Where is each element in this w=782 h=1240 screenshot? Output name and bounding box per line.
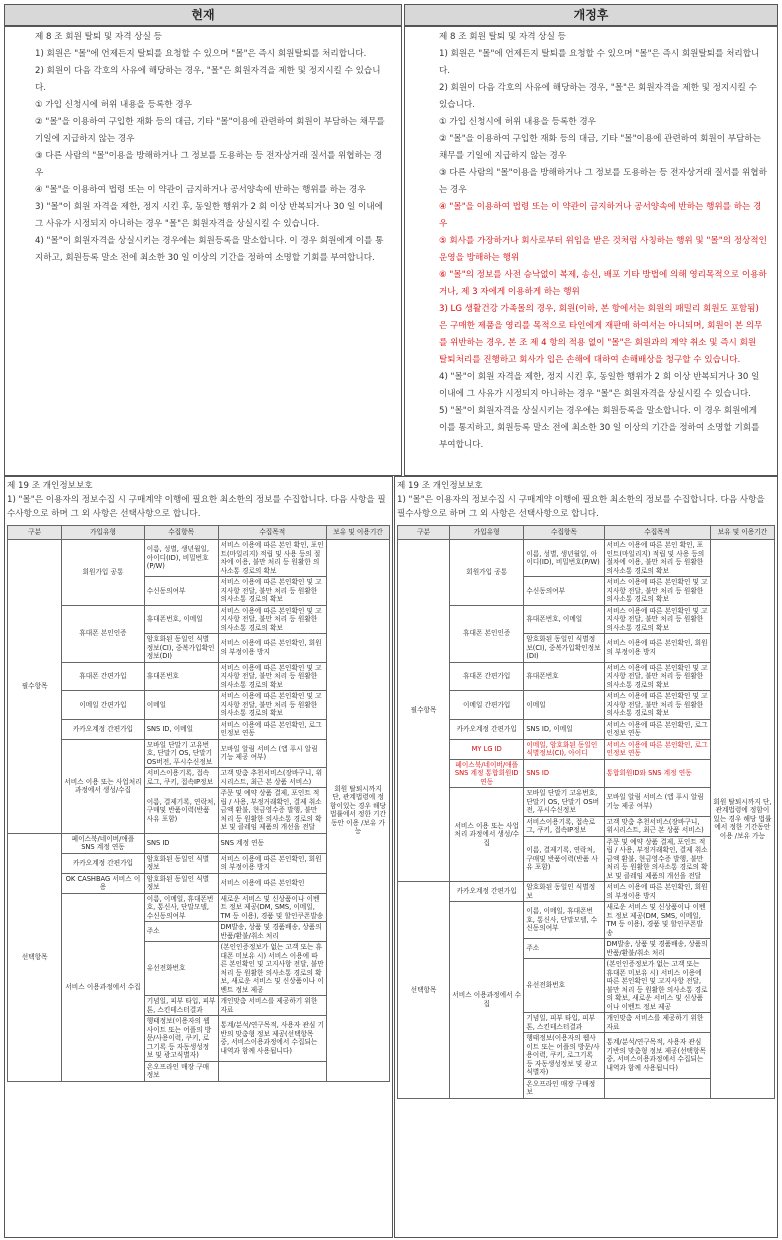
- category-cell: 선택항목: [8, 833, 62, 1081]
- collected-items-cell: 주소: [144, 922, 218, 942]
- before-clause: 3) "몰"이 회원 자격을 제한, 정지 시킨 후, 동일한 행위가 2 회 이상 반복되거나 30 일 이내에 그 사유가 시정되지 아니하는 경우 "몰"은 회원자격을 상실시킬 수 있습니다.: [35, 202, 383, 229]
- join-type-cell: 이메일 간편가입: [450, 691, 524, 720]
- category-cell: 선택항목: [398, 882, 450, 1099]
- article19-title-after: 제 19 조 개인정보보호: [397, 481, 483, 491]
- join-type-cell: 휴대폰 간편가입: [62, 662, 144, 691]
- article19-intro-after: 1) "몰"은 이용자의 정보수집 시 구매계약 이행에 필요한 최소한의 정보를 수집합니다. 다음 사항을 필수사항으로 하며 그 외 사항은 선택사항으로 합니다.: [397, 495, 765, 519]
- join-type-cell: 카카오계정 간편가입: [450, 719, 524, 739]
- collected-items-cell: 이메일: [524, 691, 604, 720]
- before-article8-box: [4, 26, 402, 476]
- join-type-cell: 회원가입 공통: [62, 540, 144, 606]
- purpose-cell: 고객 맞춤 추천서비스(장바구니, 위시리스트, 최근 본 상품 서비스): [604, 816, 710, 836]
- after-clause-revised: 3) LG 생활건강 가족몰의 경우, 회원(이하, 본 항에서는 회원의 패밀리 회원도 포함됨)은 구매한 제품을 영리를 목적으로 타인에게 재판매 하여서는 아니되며, 회원이 본 의무를 위반하는 경우, 본 조 제 4 항의 적용 없이 "몰"은 회원과의 계약 취소 및 즉시 회원 탈퇴처리를 진행하고 회사가 입은 손해에 대하여 손해배상을 청구할 수 있습니다.: [439, 304, 763, 365]
- purpose-cell: 서비스 이용에 따른 본인확인, 회원의 부정이용 방지: [604, 882, 710, 902]
- purpose-cell: 고객 맞춤 추천서비스(장바구니, 위시리스트, 최근 본 상품 서비스): [218, 768, 327, 788]
- collected-items-cell: 이메일: [144, 691, 218, 720]
- purpose-cell: 서비스 이용에 따른 본인확인 및 고지사항 전달, 불만 처리 등 원활한 의사소통 경로의 확보: [604, 605, 710, 634]
- collected-items-cell: 이름, 이메일, 휴대폰번호, 통신사, 단말모델, 수신동의여부: [524, 902, 604, 939]
- purpose-cell: 개인맞춤 서비스를 제공하기 위한 자료: [218, 996, 327, 1016]
- join-type-cell: 휴대폰 간편가입: [450, 662, 524, 691]
- column-header-after: 개정후: [404, 4, 778, 26]
- before-clause: ③ 다른 사람의 "몰"이용을 방해하거나 그 정보를 도용하는 등 전자상거래 질서를 위협하는 경우: [35, 151, 383, 178]
- after-clause: 제 8 조 회원 탈퇴 및 자격 상실 등: [439, 32, 566, 42]
- collected-items-cell: 온오프라인 매장 구매정보: [524, 1078, 604, 1098]
- collected-items-cell: SNS ID: [144, 833, 218, 853]
- retention-cell: 회원 탈퇴시까지 단, 관계법령에 정함이있는 경우 해당 법률에서 정한 기간동안 이용 /보유 가능: [327, 540, 390, 1082]
- purpose-cell: 서비스 이용에 따른 본인확인 및 고지사항 전달, 불만 처리 등 원활한 의사소통 경로의 확보: [218, 577, 327, 606]
- category-cell: 필수항목: [398, 540, 450, 882]
- column-header-before: 현재: [4, 4, 402, 26]
- purpose-cell: 서비스 이용에 따른 본인확인 및 고지사항 전달, 불만 처리 등 원활한 의사소통 경로의 확보: [218, 605, 327, 634]
- table-header-cell: 보유 및 이용기간: [327, 526, 390, 540]
- purpose-cell: 서비스 이용에 따른 본인확인, 로그인정보 연동: [604, 739, 710, 759]
- purpose-cell: 서비스 이용에 따른 본인확인 및 고지사항 전달, 불만 처리 등 원활한 의사소통 경로의 확보: [604, 691, 710, 720]
- table-header-cell: 가입유형: [62, 526, 144, 540]
- join-type-cell: 페이스북/네이버/애플 SNS 계정 연동: [62, 833, 144, 853]
- after-clause: ① 가입 신청시에 허위 내용을 등록한 경우: [439, 117, 596, 127]
- purpose-cell: DM발송, 상품 및 경품배송, 상품의 반품/환불/취소 처리: [604, 939, 710, 959]
- collected-items-cell: 이름, 결제기록, 연락처, 구매및 반품이력(반품 사유 포함): [144, 788, 218, 834]
- table-header-cell: 수집항목: [524, 526, 604, 540]
- purpose-cell: 서비스 이용에 따른 본인확인, 회원의 부정이용 방지: [218, 853, 327, 873]
- purpose-cell: 서비스 이용에 따른 본인 확인, 포인트(마일리지) 적립 및 사용 등의 절차에 이용, 불만 처리 등 원활한 의사소통 경로의 확보: [218, 540, 327, 577]
- collected-items-cell: 모바일 단말기 고유번호, 단말기 OS, 단말기 OS버전, 푸시수신정보: [524, 788, 604, 817]
- after-clause-revised: ⑤ 회사를 가장하거나 회사로부터 위임을 받은 것처럼 사칭하는 행위 및 "몰"의 정상적인 운영을 방해하는 행위: [439, 236, 767, 263]
- join-type-cell: 서비스 이용 또는 사업처리 과정에서 생성/수집: [450, 788, 524, 882]
- collected-items-cell: 휴대폰번호, 이메일: [144, 605, 218, 634]
- collected-items-cell: 이름, 결제기록, 연락처, 구매및 반품이력(반품 사유 포함): [524, 836, 604, 882]
- article19-intro: 1) "몰"은 이용자의 정보수집 시 구매계약 이행에 필요한 최소한의 정보를 수집합니다. 다음 사항을 필수사항으로 하며 그 외 사항은 선택사항으로 합니다.: [7, 495, 386, 519]
- join-type-cell: 서비스 이용과정에서 수집: [450, 902, 524, 1099]
- collected-items-cell: 수신동의여부: [144, 577, 218, 606]
- collected-items-cell: SNS ID, 이메일: [524, 719, 604, 739]
- collected-items-cell: 휴대폰번호: [144, 662, 218, 691]
- purpose-cell: 서비스 이용에 따른 본인 확인, 포인트(마일리지) 적립 및 사용 등의 절차에 이용, 불만 처리 등 원활한 의사소통 경로의 확보: [604, 540, 710, 577]
- collected-items-cell: SNS ID, 이메일: [144, 719, 218, 739]
- table-header-cell: 수집목적: [604, 526, 710, 540]
- before-article8-text: [35, 29, 387, 267]
- table-header-cell: 구분: [8, 526, 62, 540]
- collected-items-cell: 서비스이용기록, 접속로그, 쿠키, 접속IP정보: [524, 816, 604, 836]
- purpose-cell: 서비스 이용에 따른 본인확인: [218, 873, 327, 893]
- table-header-cell: 구분: [398, 526, 450, 540]
- join-type-cell: 페이스북/네이버/애플 SNS 계정 통합회원ID 연동: [450, 759, 524, 788]
- purpose-cell: (본인인증정보가 없는 고객 또는 휴대폰 미보유 시) 서비스 이용에 따른 본인확인 및 고지사항 전달, 불만 처리 등 원활한 의사소통 경로의 확보, 새로운 서비스 및 신상품이나 이벤트 정보 제공: [218, 942, 327, 996]
- table-header-cell: 가입유형: [450, 526, 524, 540]
- purpose-cell: 모바일 알림 서비스 (앱 푸시 알림 기능 제공 여부): [218, 739, 327, 768]
- purpose-cell: 통계/분석/연구목적, 사용자 관심 기반의 맞춤형 정보 제공(선택항목 중, 서비스이용과정에서 수집되는 내역과 함께 사용됩니다): [218, 1016, 327, 1062]
- before-clause: ② "몰"을 이용하여 구입한 재화 등의 대금, 기타 "몰"이용에 관련하여 회원이 부담하는 채무를 기일에 지급하지 않는 경우: [35, 117, 385, 144]
- after-clause: 5) "몰"이 회원자격을 상실시키는 경우에는 회원등록을 말소합니다. 이 경우 회원에게 이를 통지하고, 회원등록 말소 전에 최소한 30 일 이상의 기간을 정하여 소명할 기회를 부여합니다.: [439, 406, 760, 450]
- after-article19-box: [394, 476, 778, 1238]
- collected-items-cell: 이름, 성별, 생년월일, 아이디(ID), 비밀번호(P/W): [524, 540, 604, 577]
- purpose-cell: 주문 및 예약 상품 결제, 포인트 적립 / 사용, 부정거래확인, 결제 취소 금액 환불, 현금영수증 발행, 불만 처리 등 원활한 의사소통 경로의 확보 및 클레임 제품의 개선을 전달: [604, 836, 710, 882]
- purpose-cell: DM발송, 상품 및 경품배송, 상품의 반품/환불/취소 처리: [218, 922, 327, 942]
- purpose-cell: SNS 계정 연동: [218, 833, 327, 853]
- join-type-cell: 카카오계정 간편가입: [450, 882, 524, 902]
- purpose-cell: 서비스 이용에 따른 본인확인, 회원의 부정이용 방지: [218, 634, 327, 663]
- purpose-cell: 서비스 이용에 따른 본인확인 및 고지사항 전달, 불만 처리 등 원활한 의사소통 경로의 확보: [218, 691, 327, 720]
- collected-items-cell: 휴대폰번호, 이메일: [524, 605, 604, 634]
- after-article8-text: [439, 29, 767, 454]
- join-type-cell: 휴대폰 본인인증: [450, 605, 524, 662]
- collected-items-cell: 수신동의여부: [524, 577, 604, 606]
- before-privacy-table: [7, 525, 390, 1082]
- collected-items-cell: 기념일, 피부 타입, 피부톤, 스킨테스터결과: [524, 1013, 604, 1033]
- before-article19-box: [4, 476, 393, 1238]
- collected-items-cell: SNS ID: [524, 759, 604, 788]
- collected-items-cell: 모바일 단말기 고유번호, 단말기 OS, 단말기 OS버전, 푸시수신정보: [144, 739, 218, 768]
- after-clause: 4) "몰"이 회원 자격을 제한, 정지 시킨 후, 동일한 행위가 2 회 이상 반복되거나 30 일 이내에 그 사유가 시정되지 아니하는 경우 "몰"은 회원자격을 상실시킬 수 있습니다.: [439, 372, 760, 399]
- purpose-cell: 서비스 이용에 따른 본인확인, 회원의 부정이용 방지: [604, 634, 710, 663]
- purpose-cell: 서비스 이용에 따른 본인확인 및 고지사항 전달, 불만 처리 등 원활한 의사소통 경로의 확보: [218, 662, 327, 691]
- collected-items-cell: 암호화된 동일인 식별정보: [144, 853, 218, 873]
- collected-items-cell: 유선전화번호: [524, 959, 604, 1013]
- collected-items-cell: 행태정보(이용자의 웹사이트 또는 어플의 방문/사용이력, 쿠키, 로그기록 등 자동생성정보 및 광고식별자): [144, 1016, 218, 1062]
- collected-items-cell: 주소: [524, 939, 604, 959]
- after-clause-revised: ④ "몰"을 이용하여 법령 또는 이 약관이 금지하거나 공서양속에 반하는 행위를 하는 경우: [439, 202, 762, 229]
- collected-items-cell: 암호화된 동일인 식별정보: [524, 882, 604, 902]
- table-header-cell: 수집목적: [218, 526, 327, 540]
- join-type-cell: 휴대폰 본인인증: [62, 605, 144, 662]
- before-clause: ④ "몰"을 이용하여 법령 또는 이 약관이 금지하거나 공서양속에 반하는 행위를 하는 경우: [35, 185, 366, 195]
- collected-items-cell: 유선전화번호: [144, 942, 218, 996]
- collected-items-cell: 온오프라인 매장 구매정보: [144, 1061, 218, 1081]
- purpose-cell: 서비스 이용에 따른 본인확인, 로그인정보 연동: [604, 719, 710, 739]
- purpose-cell: 모바일 알림 서비스 (앱 푸시 알림 기능 제공 여부): [604, 788, 710, 817]
- before-clause: 4) "몰"이 회원자격을 상실시키는 경우에는 회원등록을 말소합니다. 이 경우 회원에게 이를 통지하고, 회원등록 말소 전에 최소한 30 일 이상의 기간을 정하여 소명할 기회를 부여합니다.: [35, 236, 384, 263]
- purpose-cell: 통계/분석/연구목적, 사용자 관심 기반의 맞춤형 정보 제공(선택항목 중, 서비스이용과정에서 수집되는 내역과 함께 사용됩니다): [604, 1033, 710, 1079]
- purpose-cell: 주문 및 예약 상품 결제, 포인트 적립 / 사용, 부정거래확인, 결제 취소 금액 환불, 현금영수증 발행, 불만 처리 등 원활한 의사소통 경로의 확보 및 클레임 제품의 개선을 전달: [218, 788, 327, 834]
- collected-items-cell: 휴대폰번호: [524, 662, 604, 691]
- before-clause: ① 가입 신청시에 허위 내용을 등록한 경우: [35, 100, 192, 110]
- purpose-cell: 새로운 서비스 및 신상품이나 이벤트 정보 제공(DM, SMS, 이메일, TM 등 이용), 경품 및 할인쿠폰발송: [218, 893, 327, 922]
- join-type-cell: 카카오계정 간편가입: [62, 853, 144, 873]
- purpose-cell: 서비스 이용에 따른 본인확인, 로그인정보 연동: [218, 719, 327, 739]
- after-clause: ② "몰"을 이용하여 구입한 재화 등의 대금, 기타 "몰"이용에 관련하여 회원이 부담하는 채무를 기일에 지급하지 않는 경우: [439, 134, 761, 161]
- category-cell: 필수항목: [8, 540, 62, 834]
- before-clause: 1) 회원은 "몰"에 언제든지 탈퇴를 요청할 수 있으며 "몰"은 즉시 회원탈퇴를 처리합니다.: [35, 49, 367, 59]
- table-header-cell: 수집항목: [144, 526, 218, 540]
- after-clause: 1) 회원은 "몰"에 언제든지 탈퇴를 요청할 수 있으며 "몰"은 즉시 회원탈퇴를 처리합니다.: [439, 49, 760, 76]
- collected-items-cell: 기념일, 피부 타입, 피부톤, 스킨테스터결과: [144, 996, 218, 1016]
- join-type-cell: MY LG ID: [450, 739, 524, 759]
- after-privacy-table: [397, 525, 775, 1099]
- purpose-cell: (본인인증정보가 없는 고객 또는 휴대폰 미보유 시) 서비스 이용에 따른 본인확인 및 고지사항 전달, 불만 처리 등 원활한 의사소통 경로의 확보, 새로운 서비스 및 신상품이나 이벤트 정보 제공: [604, 959, 710, 1013]
- join-type-cell: OK CASHBAG 서비스 이용: [62, 873, 144, 893]
- table-header-cell: 보유 및 이용기간: [710, 526, 774, 540]
- collected-items-cell: 암호화된 동일인 식별정보: [144, 873, 218, 893]
- purpose-cell: [604, 1078, 710, 1098]
- after-clause: ③ 다른 사람의 "몰"이용을 방해하거나 그 정보를 도용하는 등 전자상거래 질서를 위협하는 경우: [439, 168, 767, 195]
- join-type-cell: 이메일 간편가입: [62, 691, 144, 720]
- purpose-cell: 서비스 이용에 따른 본인확인 및 고지사항 전달, 불만 처리 등 원활한 의사소통 경로의 확보: [604, 577, 710, 606]
- join-type-cell: 서비스 이용과정에서 수집: [62, 893, 144, 1081]
- purpose-cell: 통합회원ID와 SNS 계정 연동: [604, 759, 710, 788]
- collected-items-cell: 암호화된 동일인 식별정보(CI), 중복가입확인정보(DI): [524, 634, 604, 663]
- collected-items-cell: 암호화된 동일인 식별정보(CI), 중복가입확인정보(DI): [144, 634, 218, 663]
- purpose-cell: 새로운 서비스 및 신상품이나 이벤트 정보 제공(DM, SMS, 이메일, TM 등 이용), 경품 및 할인쿠폰발송: [604, 902, 710, 939]
- before-clause: 제 8 조 회원 탈퇴 및 자격 상실 등: [35, 32, 162, 42]
- collected-items-cell: 이름, 이메일, 휴대폰번호, 통신사, 단말모델, 수신동의여부: [144, 893, 218, 922]
- table-row: [398, 540, 775, 577]
- after-clause: 2) 회원이 다음 각호의 사유에 해당하는 경우, "몰"은 회원자격을 제한 및 정지시킬 수 있습니다.: [439, 83, 757, 110]
- join-type-cell: 카카오계정 간편가입: [62, 719, 144, 739]
- join-type-cell: 회원가입 공통: [450, 540, 524, 606]
- collected-items-cell: 행태정보(이용자의 웹사이트 또는 어플의 방문/사용이력, 쿠키, 로그기록 등 자동생성정보 및 광고식별자): [524, 1033, 604, 1079]
- after-clause-revised: ⑥ "몰"의 정보를 사전 승낙없이 복제, 송신, 배포 기타 방법에 의해 영리목적으로 이용하거나, 제 3 자에게 이용하게 하는 행위: [439, 270, 767, 297]
- before-clause: 2) 회원이 다음 각호의 사유에 해당하는 경우, "몰"은 회원자격을 제한 및 정지시킬 수 있습니다.: [35, 66, 381, 93]
- table-row: [8, 540, 390, 577]
- after-article8-box: [404, 26, 778, 476]
- collected-items-cell: 이름, 성별, 생년월일, 아이디(ID), 비밀번호(P/W): [144, 540, 218, 577]
- join-type-cell: 서비스 이용 또는 사업처리 과정에서 생성/수집: [62, 739, 144, 833]
- retention-cell: 회원 탈퇴시까지 단, 관계법령에 정함이있는 경우 해당 법률에서 정한 기간동안 이용 /보유 가능: [710, 540, 774, 1099]
- purpose-cell: [218, 1061, 327, 1081]
- collected-items-cell: 서비스이용기록, 접속로그, 쿠키, 접속IP정보: [144, 768, 218, 788]
- purpose-cell: 서비스 이용에 따른 본인확인 및 고지사항 전달, 불만 처리 등 원활한 의사소통 경로의 확보: [604, 662, 710, 691]
- purpose-cell: 개인맞춤 서비스를 제공하기 위한 자료: [604, 1013, 710, 1033]
- collected-items-cell: 이메일, 암호화된 동일인 식별정보(CI), 아이디: [524, 739, 604, 759]
- article19-title: 제 19 조 개인정보보호: [7, 481, 93, 491]
